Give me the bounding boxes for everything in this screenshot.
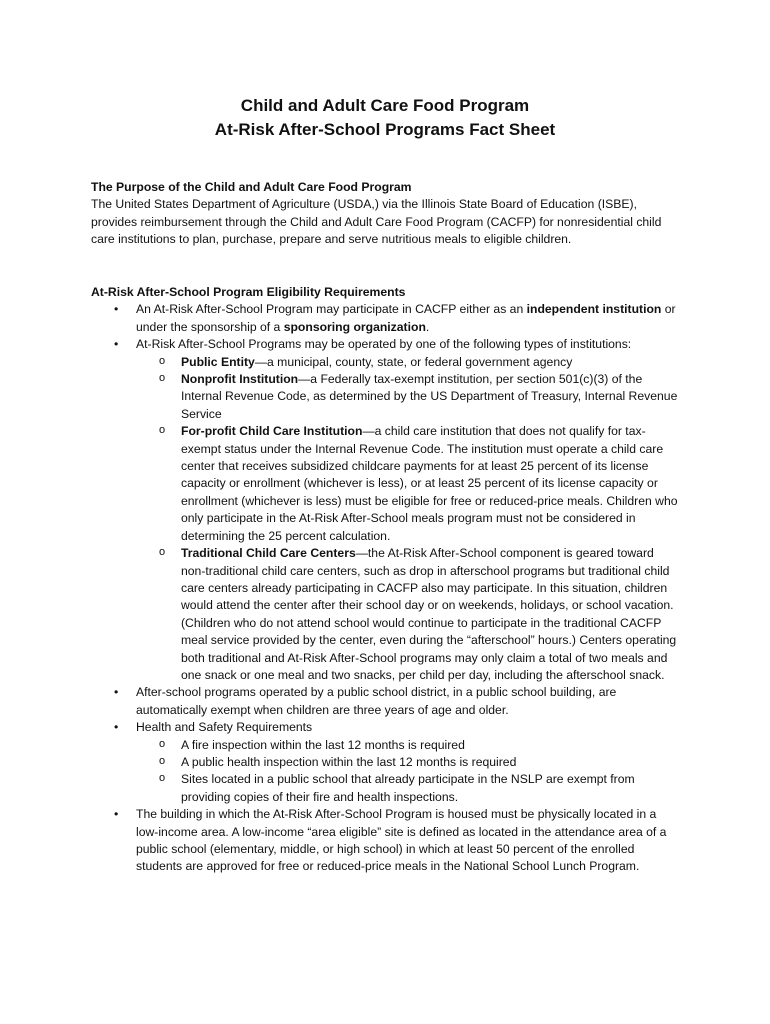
definition: —a municipal, county, state, or federal government agency (254, 354, 573, 369)
list-item (91, 719, 681, 806)
purpose-heading: The Purpose of the Child and Adult Care Food Program (91, 180, 412, 194)
eligibility-heading: At-Risk After-School Program Eligibility Requirements (91, 285, 406, 299)
list-item (91, 301, 681, 336)
list-item-text: An At-Risk After-School Program may participate in CACFP either as an (136, 302, 527, 317)
title-line-2: At-Risk After-School Programs Fact Sheet (214, 120, 556, 139)
term: Nonprofit Institution (181, 372, 299, 387)
sub-list-item (136, 371, 681, 423)
sub-list-item: o Sites located in a public school that already participate in the NSLP are exempt from providing copies of their fire and health inspections. (136, 771, 681, 806)
sub-list-item: o A fire inspection within the last 12 months is required (136, 737, 681, 754)
title-line-1: Child and Adult Care Food Program (240, 96, 530, 115)
term: Traditional Child Care Centers (181, 546, 356, 561)
eligibility-list (91, 301, 681, 875)
eligibility-section (91, 284, 681, 876)
sponsoring-organization-term: sponsoring organization (283, 319, 426, 334)
list-item (91, 336, 681, 684)
sub-list-item: o A public health inspection within the last 12 months is required (136, 754, 681, 771)
definition: —a Federally tax-exempt institution, per section 501(c)(3) of the Internal Revenue Code, as determined by the US Department of Treasury, Internal Revenue Service (181, 372, 678, 421)
sub-list-item (136, 545, 681, 684)
list-item-text: or under the sponsorship of a (136, 302, 676, 334)
term: Public Entity (181, 354, 255, 369)
document-title (0, 94, 770, 142)
purpose-body: The United States Department of Agriculture (USDA,) via the Illinois State Board of Education (ISBE), provides reimbursement through the Child and Adult Care Food Program (CACFP) for nonresidential child care institutions to plan, purchase, prepare and serve nutritious meals to eligible children. (91, 197, 662, 247)
list-item: • After-school programs operated by a public school district, in a public school building, are automatically exempt when children are three years of age and older. (91, 684, 681, 719)
list-item-text: Health and Safety Requirements (136, 720, 313, 735)
list-item-text: At-Risk After-School Programs may be operated by one of the following types of institutions: (136, 337, 632, 352)
sub-list-item (136, 423, 681, 545)
sub-list-item (136, 354, 681, 371)
term: For-profit Child Care Institution (181, 424, 363, 439)
list-item-text: . (425, 319, 430, 334)
purpose-section (91, 179, 681, 249)
health-safety-list (136, 737, 681, 807)
independent-institution-term: independent institution (526, 302, 662, 317)
list-item: • The building in which the At-Risk After-School Program is housed must be physically located in a low-income area. A low-income “area eligible” site is defined as located in the attendance area of a public school (elementary, middle, or high school) in which at least 50 percent of the enrolled students are approved for free or reduced-price meals in the National School Lunch Program. (91, 806, 681, 876)
institution-types-list (136, 354, 681, 685)
definition: —the At-Risk After-School component is geared toward non-traditional child care centers, such as drop in afterschool programs but traditional child care centers already participating in CACFP also may participate. In this situation, children would attend the center after their school day or on weekends, holidays, or school vacation. (Children who do not attend school would continue to participate in the traditional CACFP meal service provided by the center, even during the “afterschool” hours.) Centers operating both traditional and At-Risk After-School programs may only claim a total of two meals and one snack or one meal and two snacks, per child per day, including the afterschool snack. (181, 546, 677, 682)
definition: —a child care institution that does not qualify for tax-exempt status under the Internal Revenue Code. The institution must operate a child care center that receives subsidized childcare payments for at least 25 percent of its license capacity or enrollment (whichever is less), or at least 25 percent of its license capacity or enrollment (whichever is less) must be eligible for free or reduced-price meals. Children who only participate in the At-Risk After-School meals program must not be considered in determining the 25 percent calculation. (181, 424, 678, 543)
